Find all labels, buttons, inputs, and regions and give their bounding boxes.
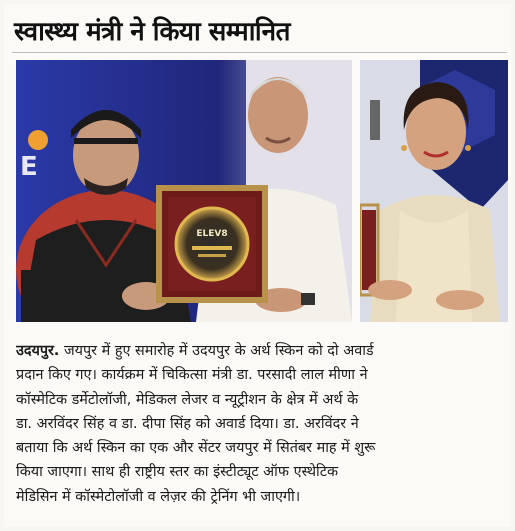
body-line: कॉस्मेटिक डर्मेटोलॉजी, मेडिकल लेजर व न्यूट्रीशन के क्षेत्र में अर्थ के — [16, 391, 359, 408]
body-line: मेडिसिन में कॉस्मेटोलॉजी व लेज़र की ट्रेनिंग भी जाएगी। — [16, 488, 301, 505]
svg-text:ELEV8: ELEV8 — [196, 229, 228, 239]
article-body — [16, 339, 508, 509]
svg-text:E: E — [20, 152, 38, 182]
body-line: किया जाएगा। साथ ही राष्ट्रीय स्तर का इंस्टीट्यूट ऑफ एस्थेटिक — [16, 464, 339, 481]
body-line: डा. अरविंदर सिंह व डा. दीपा सिंह को अवार्ड दिया। डा. अरविंदर ने — [16, 415, 359, 432]
award-ceremony-photo — [16, 60, 352, 322]
dateline: उदयपुर. — [16, 343, 60, 359]
body-line — [16, 339, 508, 363]
body-line: प्रदान किए गए। कार्यक्रम में चिकित्सा मंत्री डा. परसादी लाल मीणा ने — [16, 367, 368, 384]
headline-divider — [12, 52, 507, 53]
body-line-text: जयपुर में हुए समारोह में उदयपुर के अर्थ स्किन को दो अवार्ड — [63, 343, 374, 359]
newspaper-clipping — [4, 4, 511, 527]
headline: स्वास्थ्य मंत्री ने किया सम्मानित — [14, 17, 290, 47]
body-line: बताया कि अर्थ स्किन का एक और सेंटर जयपुर में सितंबर माह में शुरू — [16, 440, 376, 457]
award-recipient-photo — [360, 60, 508, 322]
